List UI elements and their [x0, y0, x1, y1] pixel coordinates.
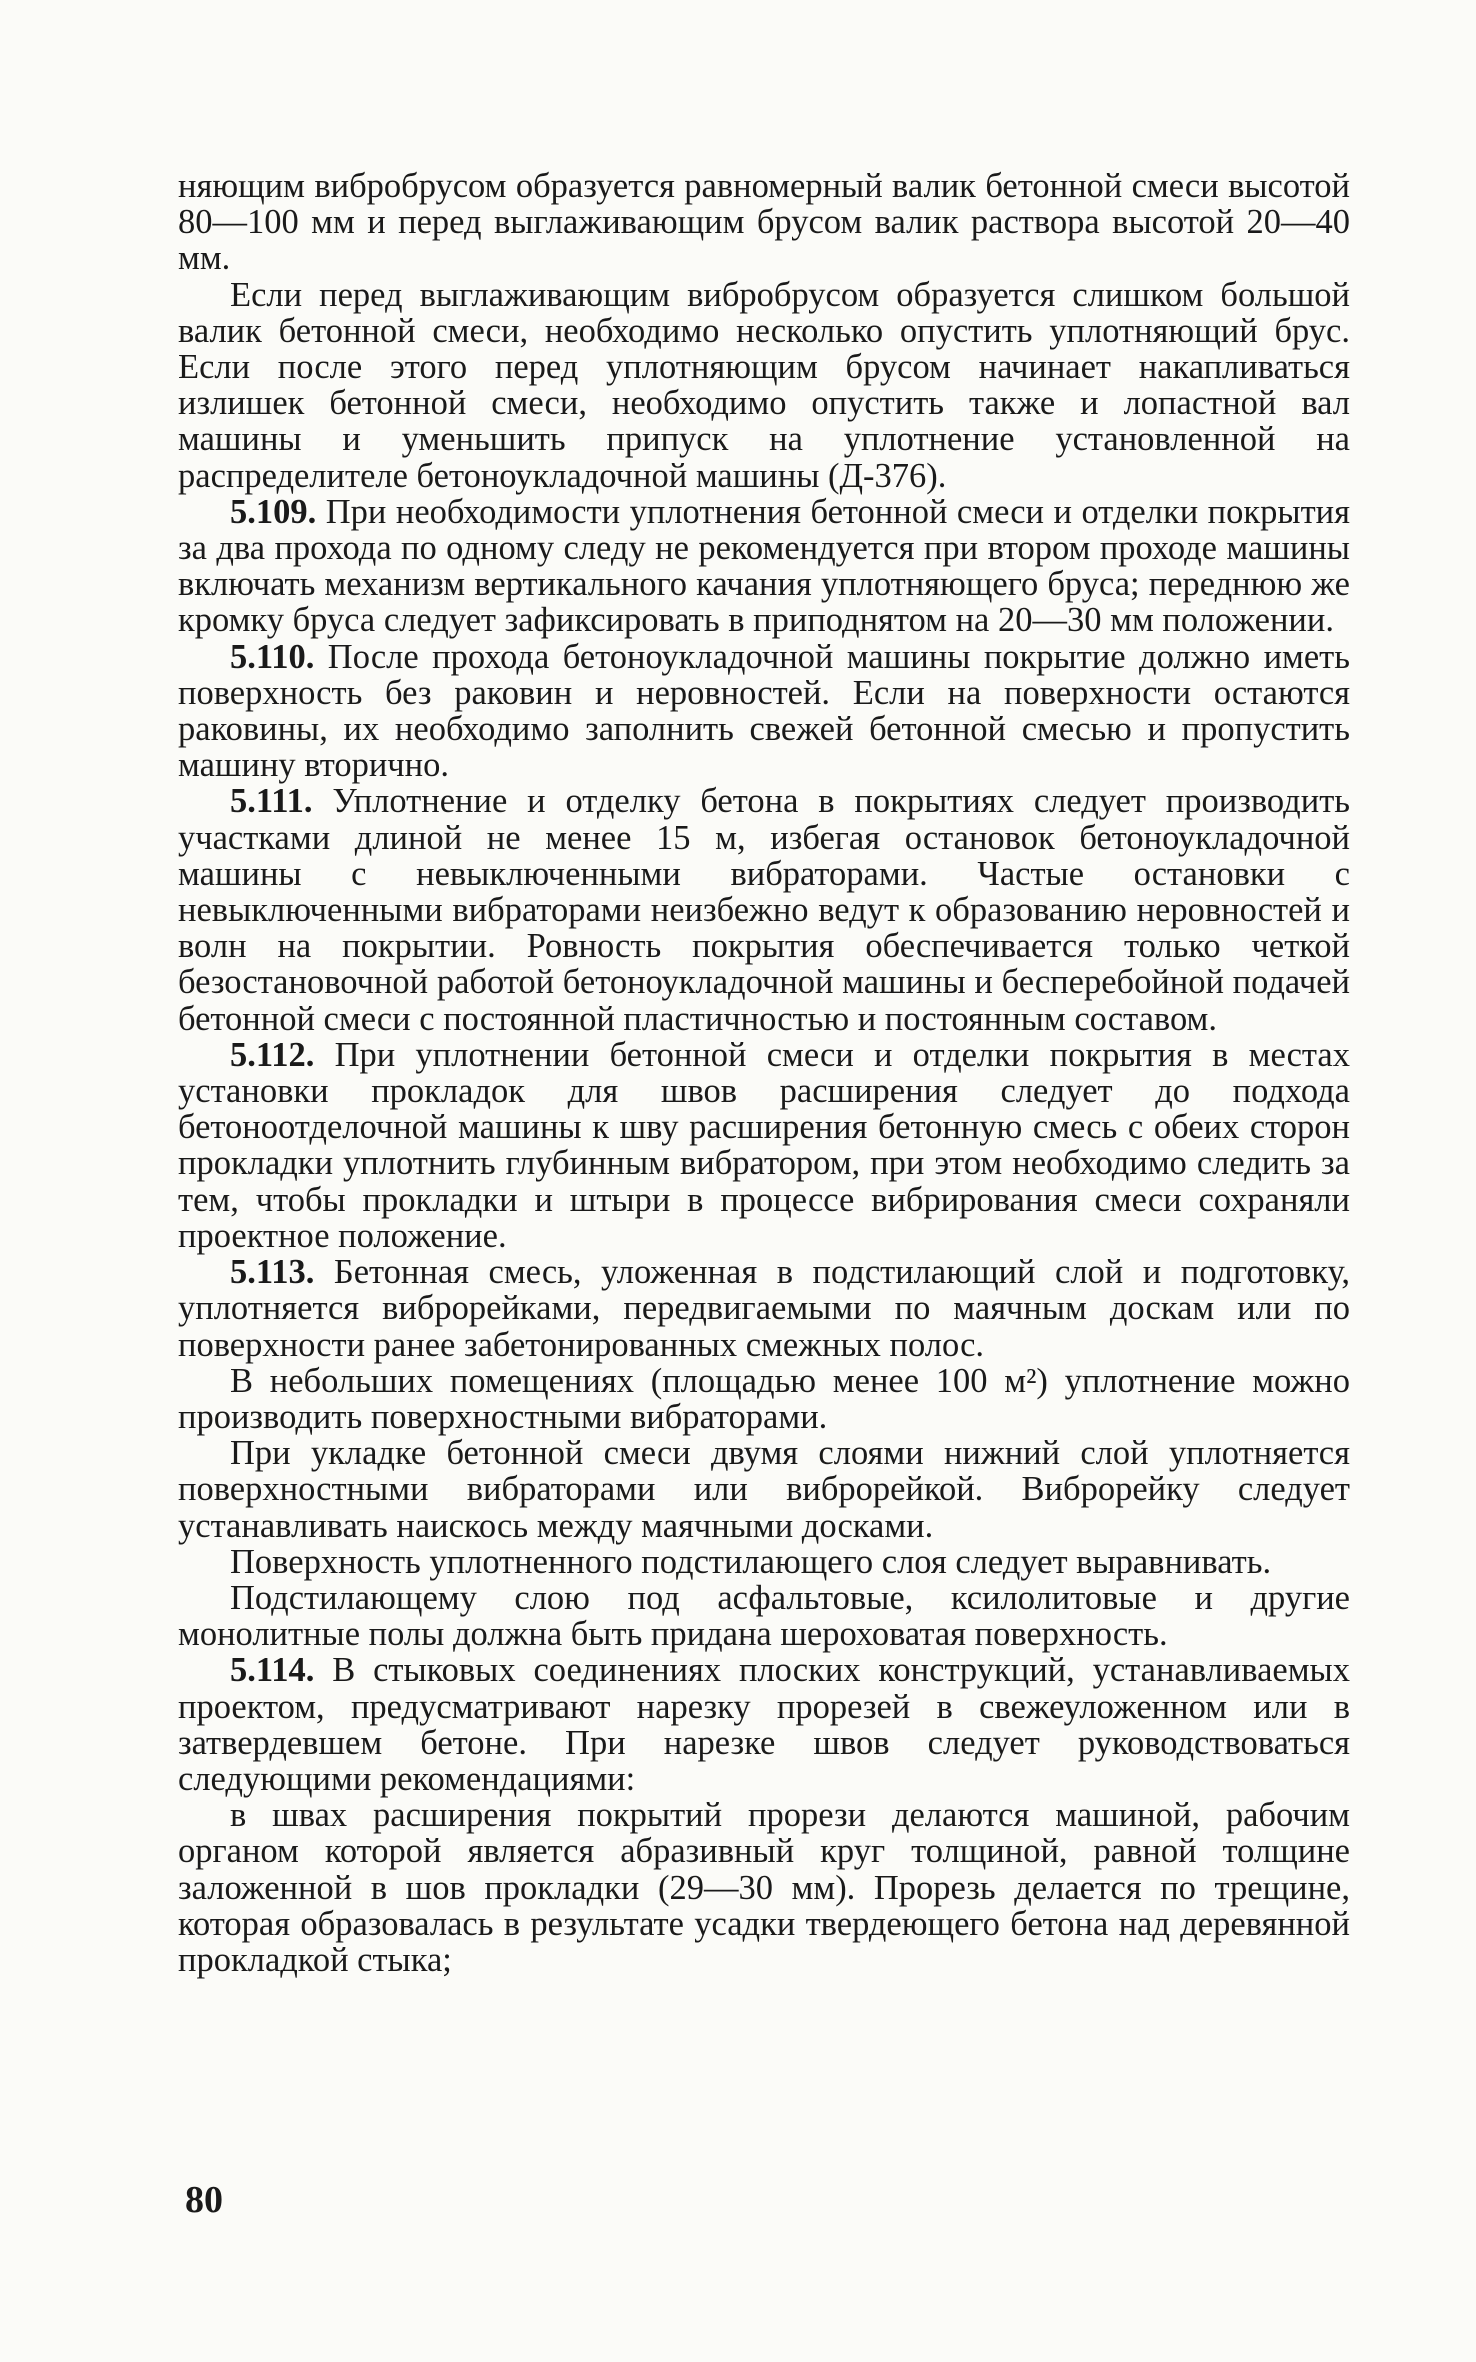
paragraph-5-111 [178, 783, 1350, 1036]
paragraph-5-110 [178, 639, 1350, 784]
body-text [178, 168, 1350, 1978]
paragraph-text: Поверхность уплотненного подстилающего слоя следует выравнивать. [230, 1542, 1272, 1581]
paragraph-text: При уплотнении бетонной смеси и отделки покрытия в местах установки прокладок для швов расширения следует до подхода бетоноотделочной машины к шву расширения бетонную смесь с обеих сторон прокладки уплотнить глубинным вибратором, при этом необходимо следить за тем, чтобы прокладки и штыри в процессе вибрирования смеси сохраняли проектное положение. [178, 1035, 1350, 1255]
section-number: 5.109. [230, 492, 317, 531]
paragraph-text: Подстилающему слою под асфальтовые, ксилолитовые и другие монолитные полы должна быть придана шероховатая поверхность. [178, 1578, 1350, 1654]
paragraph [178, 1580, 1350, 1652]
paragraph-5-109 [178, 494, 1350, 639]
paragraph-text: При укладке бетонной смеси двумя слоями нижний слой уплотняется поверхностными вибраторами или виброрейкой. Виброрейку следует устанавливать наискось между маячными досками. [178, 1434, 1350, 1545]
section-number: 5.114. [230, 1651, 315, 1690]
paragraph-text: В стыковых соединениях плоских конструкций, устанавливаемых проектом, предусматривают нарезку прорезей в свежеуложенном или в затвердевшем бетоне. При нарезке швов следует руководствоваться следующими рекомендациями: [178, 1651, 1350, 1798]
paragraph [178, 168, 1350, 277]
paragraph [178, 1797, 1350, 1978]
paragraph-5-113 [178, 1254, 1350, 1363]
paragraph-text: няющим вибробрусом образуется равномерный валик бетонной смеси высотой 80—100 мм и перед выглаживающим брусом валик раствора высотой 20—40 мм. [178, 167, 1350, 278]
paragraph-text: Если перед выглаживающим вибробрусом образуется слишком большой валик бетонной смеси, необходимо несколько опустить уплотняющий брус. Если после этого перед уплотняющим брусом начинает накапливаться излишек бетонной смеси, необходимо опустить также и лопастной вал машины и уменьшить припуск на уплотнение установленной на распределителе бетоноукладочной машины (Д-376). [178, 275, 1350, 495]
section-number: 5.113. [230, 1253, 315, 1292]
paragraph [178, 277, 1350, 494]
section-number: 5.112. [230, 1035, 315, 1074]
paragraph-text: в швах расширения покрытий прорези делаются машиной, рабочим органом которой является абразивный круг толщиной, равной толщине заложенной в шов прокладки (29—30 мм). Прорезь делается по трещине, которая образовалась в результате усадки твердеющего бетона над деревянной прокладкой стыка; [178, 1796, 1350, 1979]
paragraph-5-114 [178, 1652, 1350, 1797]
paragraph-text: При необходимости уплотнения бетонной смеси и отделки покрытия за два прохода по одному следу не рекомендуется при втором проходе машины включать механизм вертикального качания уплотняющего бруса; переднюю же кромку бруса следует зафиксировать в приподнятом на 20—30 мм положении. [178, 492, 1350, 640]
paragraph-5-112 [178, 1037, 1350, 1254]
paragraph [178, 1435, 1350, 1544]
paragraph-text: В небольших помещениях (площадью менее 100 м²) уплотнение можно производить поверхностными вибраторами. [178, 1361, 1350, 1436]
paragraph [178, 1363, 1350, 1435]
paragraph-text: Уплотнение и отделку бетона в покрытиях следует производить участками длиной не менее 15 м, избегая остановок бетоноукладочной машины с невыключенными вибраторами. Частые остановки с невыключенными вибраторами неизбежно ведут к образованию неровностей и волн на покрытии. Ровность покрытия обеспечивается только четкой безостановочной работой бетоноукладочной машины и бесперебойной подачей бетонной смеси с постоянной пластичностью и постоянным составом. [178, 782, 1350, 1038]
section-number: 5.110. [230, 637, 315, 676]
section-number: 5.111. [230, 782, 313, 821]
paragraph-text: После прохода бетоноукладочной машины покрытие должно иметь поверхность без раковин и неровностей. Если на поверхности остаются раковины, их необходимо заполнить свежей бетонной смесью и пропустить машину вторично. [178, 637, 1350, 785]
page-number: 80 [185, 2179, 223, 2221]
paragraph [178, 1544, 1350, 1580]
paragraph-text: Бетонная смесь, уложенная в подстилающий слой и подготовку, уплотняется виброрейками, передвигаемыми по маячным доскам или по поверхности ранее забетонированных смежных полос. [178, 1253, 1350, 1364]
